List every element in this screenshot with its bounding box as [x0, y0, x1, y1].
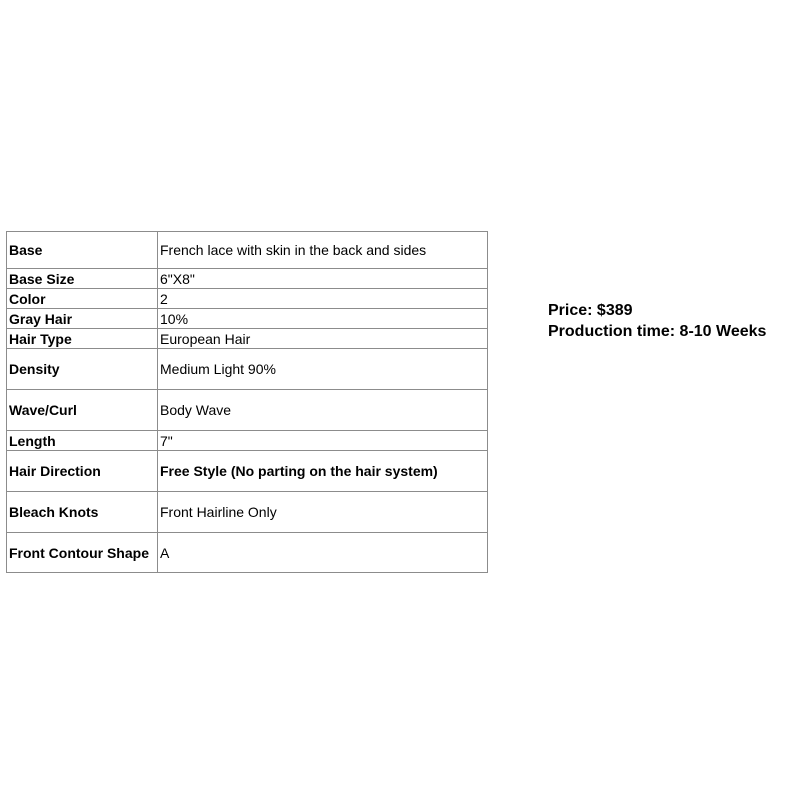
table-row	[7, 329, 488, 349]
spec-label: Hair Direction	[7, 451, 158, 492]
spec-table	[6, 231, 488, 573]
table-row	[7, 451, 488, 492]
spec-value: A	[158, 533, 488, 573]
price-info	[548, 300, 766, 342]
spec-label: Density	[7, 349, 158, 390]
spec-value: 7"	[158, 431, 488, 451]
spec-label: Front Contour Shape	[7, 533, 158, 573]
spec-value: 10%	[158, 309, 488, 329]
spec-label: Base	[7, 232, 158, 269]
spec-value: Free Style (No parting on the hair system)	[158, 451, 488, 492]
table-row	[7, 269, 488, 289]
table-row	[7, 309, 488, 329]
spec-label: Base Size	[7, 269, 158, 289]
spec-label: Bleach Knots	[7, 492, 158, 533]
table-row	[7, 431, 488, 451]
table-row	[7, 390, 488, 431]
table-row	[7, 232, 488, 269]
production-time-text: Production time: 8-10 Weeks	[548, 323, 767, 340]
spec-label: Gray Hair	[7, 309, 158, 329]
spec-label: Color	[7, 289, 158, 309]
spec-value: 2	[158, 289, 488, 309]
spec-value: 6"X8"	[158, 269, 488, 289]
spec-value: Front Hairline Only	[158, 492, 488, 533]
spec-value: French lace with skin in the back and sides	[158, 232, 488, 269]
spec-value: Medium Light 90%	[158, 349, 488, 390]
spec-label: Wave/Curl	[7, 390, 158, 431]
table-row	[7, 289, 488, 309]
table-row	[7, 349, 488, 390]
spec-value: Body Wave	[158, 390, 488, 431]
spec-label: Hair Type	[7, 329, 158, 349]
table-row	[7, 492, 488, 533]
spec-value: European Hair	[158, 329, 488, 349]
price-text: Price: $389	[548, 302, 633, 319]
table-row	[7, 533, 488, 573]
spec-label: Length	[7, 431, 158, 451]
